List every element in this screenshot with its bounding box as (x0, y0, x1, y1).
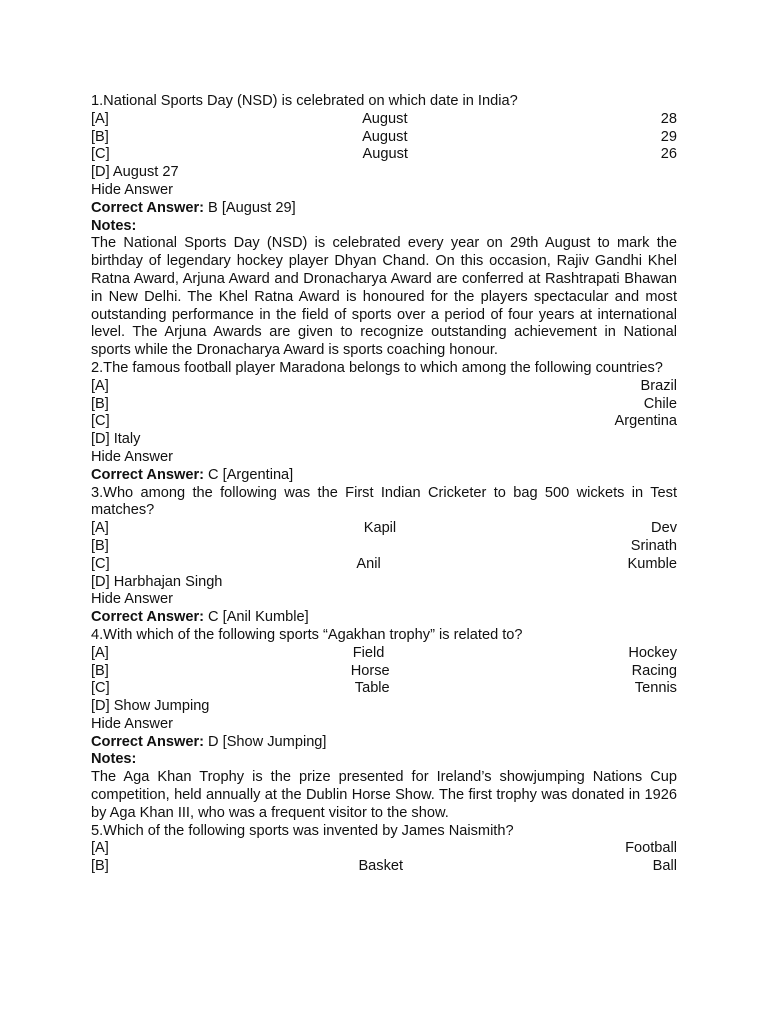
option-row (91, 556, 677, 574)
option-text: Kapil (363, 520, 397, 537)
option-row (91, 378, 677, 396)
question-text: 3.Who among the following was the First Indian Cricketer to bag 500 wickets in Test matches? (91, 484, 677, 519)
option-text: [A] (91, 840, 109, 857)
option-row (91, 680, 677, 698)
option-text: Chile (643, 395, 677, 412)
notes-heading (91, 218, 677, 236)
hide-answer-link[interactable]: Hide Answer (91, 715, 173, 732)
option-text: August (362, 128, 408, 145)
option-text: [D] Harbhajan Singh (91, 573, 223, 590)
option-row (91, 413, 677, 431)
option-text: Dev (651, 520, 677, 537)
question-block (91, 823, 677, 876)
option-text: 28 (660, 110, 677, 127)
correct-answer-value: C [Anil Kumble] (204, 609, 309, 626)
hide-answer-link[interactable]: Hide Answer (91, 181, 173, 198)
option-text: August (362, 146, 408, 163)
notes-text: The National Sports Day (NSD) is celebrated every year on 29th August to mark the birthday of legendary hockey player Dhyan Chand. On this occasion, Rajiv Gandhi Khel Ratna Award, Arjuna Award and Dronacharya Award are conferred at Rashtrapati Bhawan in New Delhi. The Khel Ratna Award is honoured for the players spectacular and most outstanding performance in the field of sports over a period of four years at international level. The Arjuna Awards are given to recognize outstanding achievement in National sports while the Dronacharya Award is sports coaching honour. (91, 235, 677, 359)
question-text: 1.National Sports Day (NSD) is celebrated on which date in India? (91, 93, 518, 109)
correct-answer-label: Correct Answer: (91, 466, 204, 483)
option-text: Football (625, 840, 677, 857)
correct-answer-value: B [August 29] (204, 199, 296, 216)
notes-text: The Aga Khan Trophy is the prize presented for Ireland’s showjumping Nations Cup competition, held annually at the Dublin Horse Show. The first trophy was donated in 1926 by Aga Khan III, who was a frequent visitor to the show. (91, 769, 677, 821)
option-row (91, 663, 677, 681)
option-text: [C] (91, 555, 110, 572)
option-text: [B] (91, 858, 109, 875)
option-text: [A] (91, 644, 109, 661)
option-row (91, 698, 677, 716)
option-text: [B] (91, 537, 109, 554)
correct-answer (91, 467, 677, 485)
notes-label: Notes: (91, 217, 137, 234)
option-text: [D] August 27 (91, 164, 179, 181)
option-row (91, 431, 677, 449)
option-row (91, 129, 677, 147)
question-block (91, 485, 677, 627)
option-text: 26 (660, 146, 677, 163)
option-text: [B] (91, 128, 109, 145)
option-text: [A] (91, 110, 109, 127)
question-text: 5.Which of the following sports was invented by James Naismith? (91, 822, 514, 839)
option-row (91, 520, 677, 538)
option-text: [C] (91, 413, 110, 430)
option-text: [C] (91, 146, 110, 163)
option-row (91, 396, 677, 414)
option-text: Field (352, 644, 385, 661)
correct-answer-value: D [Show Jumping] (204, 733, 327, 750)
question-text: 2.The famous football player Maradona belongs to which among the following countries? (91, 359, 663, 376)
option-text: Anil (356, 555, 381, 572)
option-text: 29 (660, 128, 677, 145)
option-text: [C] (91, 680, 110, 697)
hide-answer-link[interactable]: Hide Answer (91, 591, 173, 608)
notes-heading (91, 751, 677, 769)
option-text: Ball (652, 858, 677, 875)
correct-answer-label: Correct Answer: (91, 733, 204, 750)
hide-answer-link[interactable]: Hide Answer (91, 448, 173, 465)
option-row (91, 164, 677, 182)
correct-answer-label: Correct Answer: (91, 199, 204, 216)
option-row (91, 574, 677, 592)
option-text: Basket (358, 858, 404, 875)
question-block (91, 93, 677, 360)
option-text: Brazil (640, 377, 677, 394)
option-row (91, 146, 677, 164)
option-text: Table (354, 680, 390, 697)
option-text: [B] (91, 662, 109, 679)
option-text: [D] Show Jumping (91, 698, 210, 715)
option-text: August (362, 110, 408, 127)
option-row (91, 645, 677, 663)
option-text: [B] (91, 395, 109, 412)
option-text: Tennis (634, 680, 677, 697)
option-row (91, 111, 677, 129)
option-text: [A] (91, 377, 109, 394)
correct-answer-value: C [Argentina] (204, 466, 294, 483)
question-text: 4.With which of the following sports “Agakhan trophy” is related to? (91, 626, 523, 643)
option-text: Racing (631, 662, 677, 679)
question-block (91, 360, 677, 485)
option-text: Hockey (628, 644, 677, 661)
question-block (91, 627, 677, 823)
correct-answer-label: Correct Answer: (91, 609, 204, 626)
notes-label: Notes: (91, 751, 137, 768)
option-row (91, 858, 677, 876)
correct-answer (91, 200, 677, 218)
correct-answer (91, 734, 677, 752)
quiz-document (91, 93, 677, 876)
option-text: Argentina (614, 413, 677, 430)
option-text: Kumble (627, 555, 677, 572)
option-row (91, 840, 677, 858)
option-row (91, 538, 677, 556)
option-text: Horse (350, 662, 390, 679)
correct-answer (91, 609, 677, 627)
option-text: Srinath (630, 537, 677, 554)
option-text: [D] Italy (91, 431, 141, 448)
option-text: [A] (91, 520, 109, 537)
